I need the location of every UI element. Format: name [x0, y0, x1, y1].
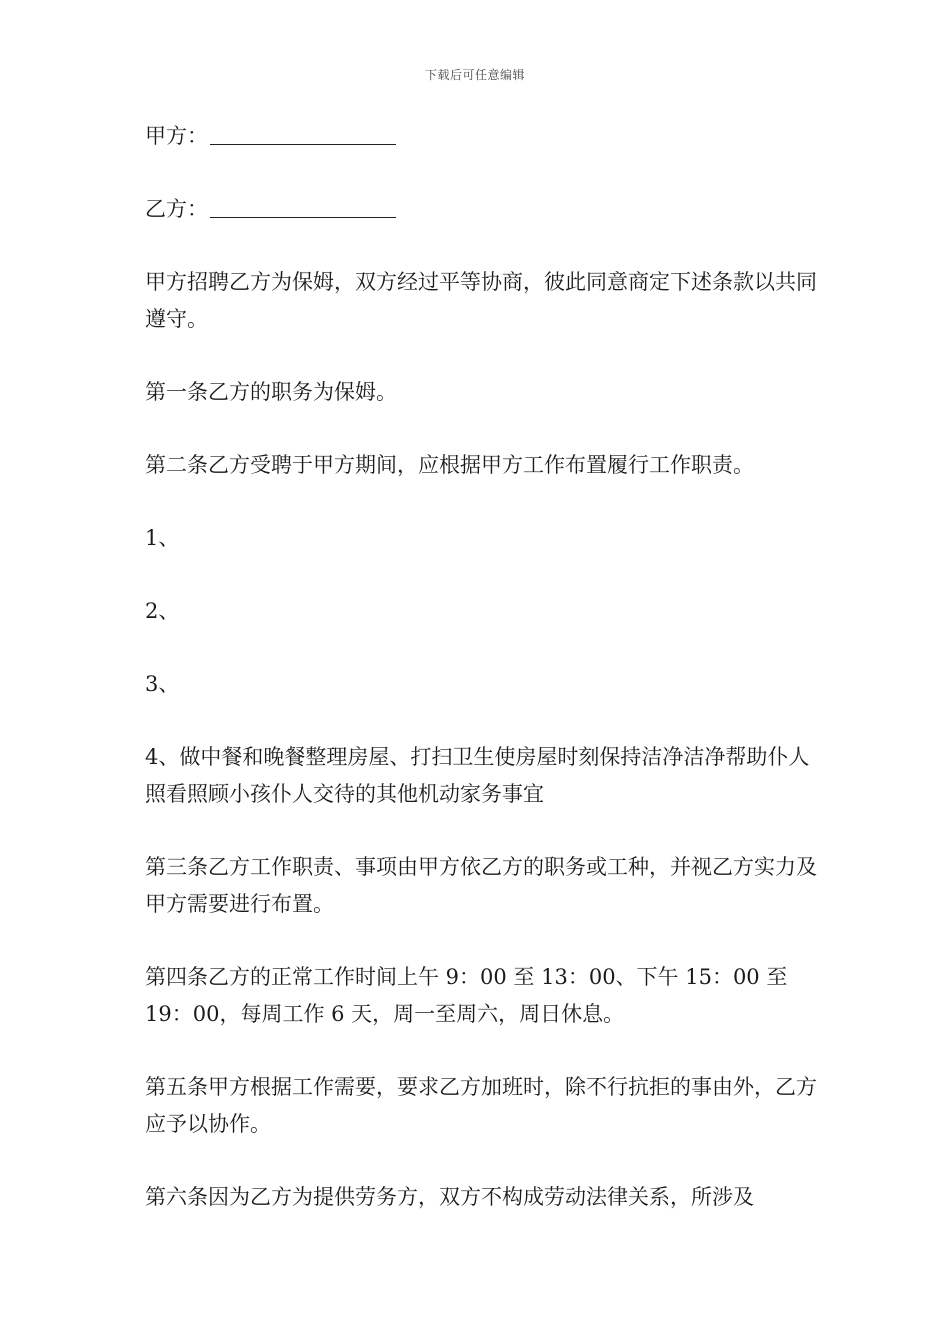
document-body — [145, 118, 825, 1216]
article-5: 第五条甲方根据工作需要，要求乙方加班时，除不行抗拒的事由外，乙方应予以协作。 — [145, 1075, 817, 1136]
party-b-line — [145, 191, 825, 228]
list-item-3: 3、 — [145, 672, 180, 696]
party-b-label: 乙方： — [145, 197, 208, 221]
header-note: 下载后可任意编辑 — [424, 68, 525, 82]
list-item-2: 2、 — [145, 599, 180, 623]
party-a-blank — [210, 124, 396, 145]
list-item-4: 4、做中餐和晚餐整理房屋、打扫卫生使房屋时刻保持洁净洁净帮助仆人照看照顾小孩仆人交待的其他机动家务事宜 — [145, 745, 810, 806]
article-1: 第一条乙方的职务为保姆。 — [145, 380, 397, 404]
party-a-label: 甲方： — [145, 124, 208, 148]
article-3: 第三条乙方工作职责、事项由甲方依乙方的职务或工种，并视乙方实力及甲方需要进行布置。 — [145, 855, 817, 916]
article-6: 第六条因为乙方为提供劳务方，双方不构成劳动法律关系，所涉及 — [145, 1185, 754, 1209]
article-2: 第二条乙方受聘于甲方期间，应根据甲方工作布置履行工作职责。 — [145, 453, 754, 477]
list-item-1: 1、 — [145, 526, 180, 550]
party-a-line — [145, 118, 825, 155]
intro-paragraph: 甲方招聘乙方为保姆，双方经过平等协商，彼此同意商定下述条款以共同遵守。 — [145, 270, 817, 331]
article-4: 第四条乙方的正常工作时间上午 9：00 至 13：00、下午 15：00 至 19：00，每周工作 6 天，周一至周六，周日休息。 — [145, 965, 788, 1026]
party-b-blank — [210, 197, 396, 218]
